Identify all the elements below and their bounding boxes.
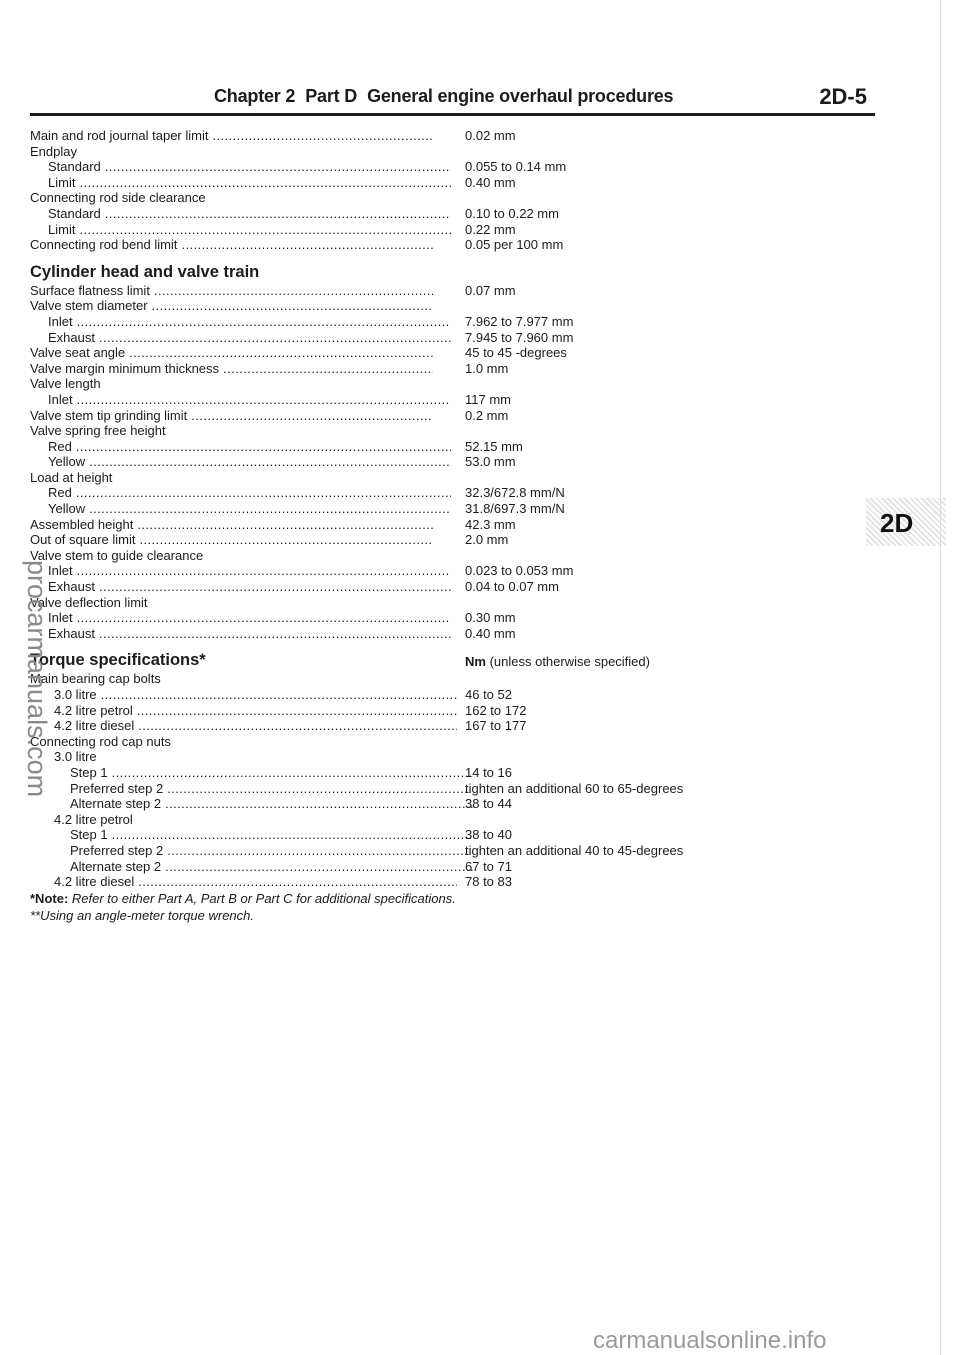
- note-angle-meter: **Using an angle-meter torque wrench.: [30, 907, 255, 923]
- spec-value: 0.40 mm: [465, 625, 516, 641]
- spec-row: [30, 376, 870, 392]
- spec-row: [30, 827, 870, 843]
- spec-label: Alternate step 2 .....: [30, 859, 473, 875]
- section-cylinder-head: [30, 253, 870, 283]
- spec-value: 162 to 172: [465, 702, 527, 718]
- spec-row: [30, 314, 870, 330]
- spec-row: [30, 734, 870, 750]
- spec-row: [30, 749, 870, 765]
- spec-label: 4.2 litre diesel .....: [30, 718, 457, 734]
- spec-value: 167 to 177: [465, 718, 527, 734]
- spec-label: Connecting rod cap nuts: [30, 733, 171, 749]
- spec-row: [30, 361, 870, 377]
- chapter-tab-label: 2D: [880, 508, 914, 538]
- spec-label: Step 1 .....: [30, 827, 473, 843]
- spec-row: [30, 206, 870, 222]
- spec-label: Connecting rod side clearance: [30, 190, 206, 206]
- spec-label: 3.0 litre .....: [30, 687, 457, 703]
- spec-value: 2.0 mm: [465, 532, 509, 548]
- spec-label: Inlet .....: [30, 314, 451, 330]
- spec-label: 4.2 litre diesel .....: [30, 874, 457, 890]
- spec-value: 38 to 44: [465, 796, 512, 812]
- spec-row: [30, 159, 870, 175]
- spec-row: [30, 408, 870, 424]
- note-text: Refer to either Part A, Part B or Part C for additional specifications.: [68, 890, 456, 906]
- spec-row: [30, 298, 870, 314]
- spec-value: 0.10 to 0.22 mm: [465, 205, 559, 221]
- spec-label: Exhaust .....: [30, 579, 451, 595]
- spec-value: tighten an additional 40 to 45-degrees: [465, 842, 684, 858]
- spec-value: 0.05 per 100 mm: [465, 237, 564, 253]
- spec-row: [30, 330, 870, 346]
- section-torque: [30, 641, 870, 671]
- spec-row: [30, 671, 870, 687]
- spec-row: [30, 626, 870, 642]
- spec-row: [30, 439, 870, 455]
- note-additional: [30, 890, 870, 907]
- spec-row: [30, 501, 870, 517]
- cylinder-head-specs: [30, 283, 870, 642]
- spec-value: 1.0 mm: [465, 360, 509, 376]
- spec-value: 45 to 45 -degrees: [465, 345, 567, 361]
- spec-value: 42.3 mm: [465, 516, 516, 532]
- header-rule: [30, 113, 875, 116]
- spec-value: 53.0 mm: [465, 454, 516, 470]
- spec-value: 0.2 mm: [465, 407, 509, 423]
- spec-label: Valve deflection limit: [30, 594, 148, 610]
- spec-label: Standard .....: [30, 206, 451, 222]
- spec-label: Assembled height .....: [30, 517, 433, 533]
- spec-row: [30, 485, 870, 501]
- spec-value: 78 to 83: [465, 874, 512, 890]
- spec-label: Preferred step 2 .....: [30, 843, 473, 859]
- spec-row: [30, 345, 870, 361]
- spec-label: Surface flatness limit .....: [30, 283, 433, 299]
- spec-label: Red .....: [30, 439, 451, 455]
- spec-row: [30, 703, 870, 719]
- spec-value: 0.40 mm: [465, 174, 516, 190]
- spec-value: 46 to 52: [465, 687, 512, 702]
- spec-value: 52.15 mm: [465, 438, 523, 454]
- spec-row: [30, 563, 870, 579]
- spec-row: [30, 175, 870, 191]
- spec-label: Valve length: [30, 376, 101, 392]
- spec-label: Preferred step 2 .....: [30, 781, 473, 797]
- spec-value: 0.04 to 0.07 mm: [465, 579, 559, 595]
- spec-label: Valve stem tip grinding limit .....: [30, 408, 433, 424]
- spec-value: 7.945 to 7.960 mm: [465, 329, 574, 345]
- spec-value: 7.962 to 7.977 mm: [465, 313, 574, 329]
- spec-row: [30, 237, 870, 253]
- spec-row: [30, 812, 870, 828]
- torque-unit-text: (unless otherwise specified): [485, 654, 650, 670]
- spec-label: Main bearing cap bolts: [30, 671, 161, 687]
- page-header: [30, 84, 875, 114]
- spec-label: Exhaust .....: [30, 330, 451, 346]
- spec-value: 0.22 mm: [465, 221, 516, 237]
- spec-row: [30, 874, 870, 890]
- section-title: Torque specifications*: [30, 651, 206, 670]
- section-heading: General engine overhaul procedures: [367, 86, 674, 106]
- spec-label: Limit .....: [30, 175, 451, 191]
- spec-value: tighten an additional 60 to 65-degrees: [465, 780, 684, 796]
- spec-label: Alternate step 2 .....: [30, 796, 473, 812]
- part-label: Part D: [305, 86, 358, 106]
- page-number: 2D-5: [819, 84, 867, 109]
- spec-row: [30, 610, 870, 626]
- spec-label: Exhaust .....: [30, 626, 451, 642]
- spec-value: 0.02 mm: [465, 128, 516, 143]
- spec-value: 117 mm: [465, 391, 511, 407]
- spec-row: [30, 796, 870, 812]
- chapter-label: Chapter 2: [214, 86, 296, 106]
- torque-units: [465, 654, 650, 669]
- spec-label: Inlet .....: [30, 392, 451, 408]
- spec-row: [30, 843, 870, 859]
- spec-label: Limit .....: [30, 222, 451, 238]
- spec-row: [30, 454, 870, 470]
- spec-label: Load at height: [30, 469, 113, 485]
- page-edge: [940, 0, 941, 1355]
- spec-value: 38 to 40: [465, 827, 512, 843]
- spec-label: Valve seat angle .....: [30, 345, 433, 361]
- spec-row: [30, 470, 870, 486]
- spec-row: [30, 859, 870, 875]
- spec-value: 32.3/672.8 mm/N: [465, 485, 565, 501]
- spec-row: [30, 423, 870, 439]
- spec-row: [30, 128, 870, 144]
- watermark-left-text: procarmanuals.com: [22, 560, 52, 798]
- spec-row: [30, 595, 870, 611]
- spec-row: [30, 718, 870, 734]
- spec-label: Standard .....: [30, 159, 451, 175]
- spec-row: [30, 765, 870, 781]
- spec-label: Main and rod journal taper limit .....: [30, 128, 433, 144]
- spec-row: [30, 392, 870, 408]
- spec-label: Connecting rod bend limit .....: [30, 237, 433, 253]
- spec-label: 4.2 litre petrol .....: [30, 703, 457, 719]
- spec-label: Yellow .....: [30, 501, 451, 517]
- spec-label: 3.0 litre: [54, 749, 97, 765]
- spec-value: 14 to 16: [465, 764, 512, 780]
- spec-row: [30, 222, 870, 238]
- spec-value: 0.30 mm: [465, 610, 516, 626]
- spec-row: [30, 144, 870, 160]
- chapter-title: [214, 86, 683, 107]
- spec-label: Valve margin minimum thickness .....: [30, 361, 433, 377]
- watermark-bottom: carmanualsonline.info: [593, 1327, 827, 1354]
- spec-row: [30, 517, 870, 533]
- spec-label: Step 1 .....: [30, 765, 473, 781]
- spec-label: Endplay: [30, 143, 77, 159]
- spec-label: Valve spring free height: [30, 423, 166, 439]
- spec-label: Yellow .....: [30, 454, 451, 470]
- spec-value: 67 to 71: [465, 858, 512, 874]
- spec-row: [30, 548, 870, 564]
- spec-label: Red .....: [30, 485, 451, 501]
- note-label: *Note:: [30, 890, 69, 906]
- spec-value: 0.023 to 0.053 mm: [465, 563, 574, 579]
- spec-row: [30, 687, 870, 703]
- spec-row: [30, 579, 870, 595]
- spec-label: Out of square limit .....: [30, 532, 433, 548]
- journal-rod-specs: [30, 128, 870, 253]
- spec-label: Valve stem diameter .....: [30, 298, 433, 314]
- specifications-list: [30, 128, 870, 924]
- section-title: Cylinder head and valve train: [30, 262, 260, 281]
- torque-specs: [30, 671, 870, 889]
- spec-value: 0.07 mm: [465, 282, 516, 298]
- spec-label: Inlet .....: [30, 563, 451, 579]
- spec-label: Inlet .....: [30, 610, 451, 626]
- chapter-tab: [866, 498, 946, 546]
- watermark-left: [10, 560, 52, 798]
- spec-row: [30, 190, 870, 206]
- torque-unit-bold: Nm: [465, 654, 486, 670]
- spec-value: 0.055 to 0.14 mm: [465, 159, 567, 175]
- spec-row: [30, 532, 870, 548]
- spec-value: 31.8/697.3 mm/N: [465, 501, 565, 517]
- spec-label: Valve stem to guide clearance: [30, 547, 204, 563]
- spec-row: [30, 283, 870, 299]
- spec-row: [30, 781, 870, 797]
- spec-label: 4.2 litre petrol: [54, 811, 133, 827]
